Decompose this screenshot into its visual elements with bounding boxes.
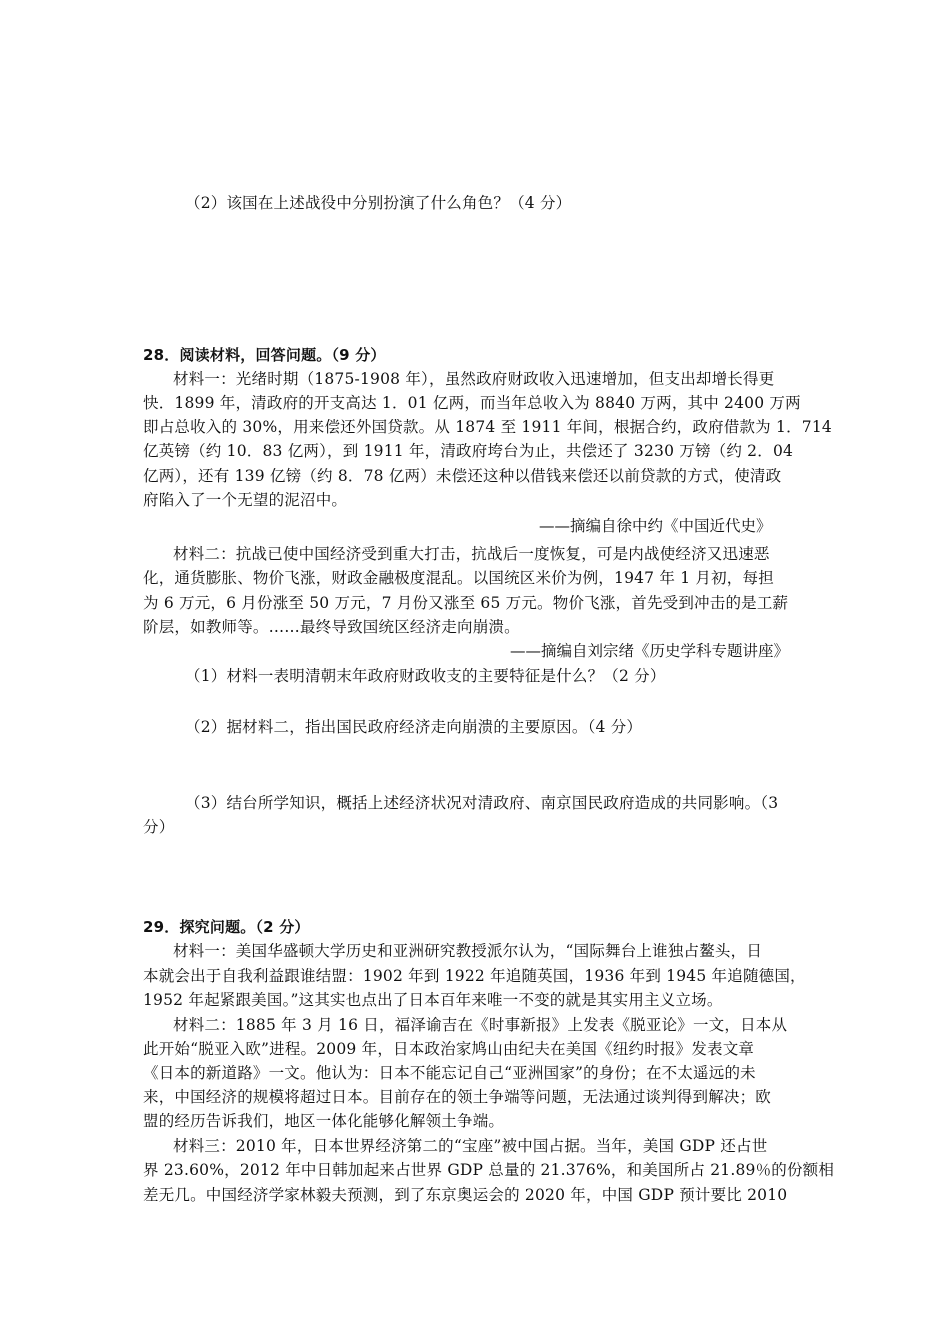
q29-m3-line: 材料三：2010 年，日本世界经济第二的“宝座”被中国占据。当年，美国 GDP 还占世 <box>173 1137 768 1155</box>
q29-m2-line: 材料二：1885 年 3 月 16 日，福泽谕吉在《时事新报》上发表《脱亚论》一文，日本从 <box>173 1016 788 1034</box>
q28-m1-line: 亿两），还有 139 亿镑（约 8．78 亿两）未偿还这种以借钱来偿还以前贷款的方式，使清政 <box>143 467 782 485</box>
q28-m1-line: 即占总收入的 30%，用来偿还外国贷款。从 1874 至 1911 年间，根据合约，政府借款为 1．714 <box>143 418 832 436</box>
q28-m1-line: 材料一：光绪时期（1875-1908 年），虽然政府财政收入迅速增加，但支出却增长得更 <box>173 370 775 388</box>
q29-m2-line: 《日本的新道路》一文。他认为：日本不能忘记自己“亚洲国家”的身份；在不太遥远的未 <box>143 1064 756 1082</box>
q29-m2-line: 盟的经历告诉我们，地区一体化能够化解领土争端。 <box>143 1112 505 1130</box>
q28-m1-line: 快．1899 年，清政府的开支高达 1．01 亿两，而当年总收入为 8840 万两，其中 2400 万两 <box>143 394 801 412</box>
q28-source2: ——摘编自刘宗绪《历史学科专题讲座》 <box>510 642 790 660</box>
q29-m2-line: 此开始“脱亚入欧”进程。2009 年，日本政治家鸠山由纪夫在美国《纽约时报》发表文章 <box>143 1040 755 1058</box>
q29-m2-line: 来，中国经济的规模将超过日本。目前存在的领土争端等问题，无法通过谈判得到解决；欧 <box>143 1088 772 1106</box>
q28-m2-line: 材料二：抗战已使中国经济受到重大打击，抗战后一度恢复，可是内战使经济又迅速恶 <box>173 545 770 563</box>
q29-m1-line: 材料一：美国华盛顿大学历史和亚洲研究教授派尔认为，“国际舞台上谁独占鳌头，日 <box>173 942 763 960</box>
q29-m1-line: 1952 年起紧跟美国。”这其实也点出了日本百年来唯一不变的就是其实用主义立场。 <box>143 991 723 1009</box>
q28-sub3-line: （3）结台所学知识，概括上述经济状况对清政府、南京国民政府造成的共同影响。（3 <box>185 794 779 812</box>
q29-heading: 29．探究问题。（2 分） <box>143 918 310 936</box>
q29-m3-line: 差无几。中国经济学家林毅夫预测，到了东京奥运会的 2020 年，中国 GDP 预计要比 2010 <box>143 1186 788 1204</box>
q28-m2-line: 化，通货膨胀、物价飞涨，财政金融极度混乱。以国统区米价为例，1947 年 1 月初，每担 <box>143 569 774 587</box>
q28-m1-line: 府陷入了一个无望的泥沼中。 <box>143 491 348 509</box>
q28-sub3-line: 分） <box>143 818 175 836</box>
q28-m2-line: 为 6 万元，6 月份涨至 50 万元，7 月份又涨至 65 万元。物价飞涨，首先受到冲击的是工薪 <box>143 594 789 612</box>
q28-sub2: （2）据材料二，指出国民政府经济走向崩溃的主要原因。（4 分） <box>185 718 643 736</box>
q28-m2-line: 阶层，如教师等。……最终导致国统区经济走向崩溃。 <box>143 618 520 636</box>
q29-m3-line: 界 23.60%，2012 年中日韩加起来占世界 GDP 总量的 21.376%，和美国所占 21.89％的份额相 <box>143 1161 835 1179</box>
q27-sub2: （2）该国在上述战役中分别扮演了什么角色？（4 分） <box>185 194 572 212</box>
q28-heading: 28．阅读材料，回答问题。（9 分） <box>143 346 386 364</box>
q28-m1-line: 亿英镑（约 10．83 亿两），到 1911 年，清政府垮台为止，共偿还了 3230 万镑（约 2．04 <box>143 442 794 460</box>
q28-source1: ——摘编自徐中约《中国近代史》 <box>539 517 772 535</box>
q28-sub1: （1）材料一表明清朝末年政府财政收支的主要特征是什么？（2 分） <box>185 667 666 685</box>
q29-m1-line: 本就会出于自我利益跟谁结盟：1902 年到 1922 年追随英国，1936 年到 1945 年追随德国， <box>143 967 806 985</box>
